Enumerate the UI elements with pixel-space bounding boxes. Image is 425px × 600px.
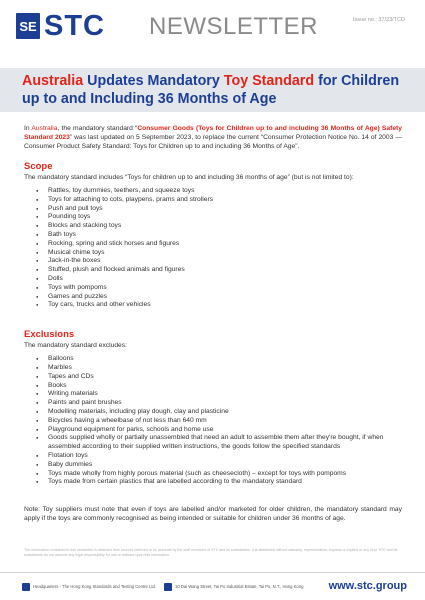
bullet-icon: ● bbox=[36, 400, 39, 406]
intro-standard-name: Consumer Goods (Toys for Children up to and including 36 Months of Age) Safety Standard 2023 bbox=[24, 125, 402, 141]
list-item bbox=[38, 426, 402, 435]
website-link[interactable]: www.stc.group bbox=[328, 580, 407, 592]
footer-address: 10 Dai Wang Street, Tai Po Industrial Estate, Tai Po, N.T., Hong Kong bbox=[175, 584, 304, 589]
list-item bbox=[38, 382, 402, 391]
list-item-text: Musical chime toys bbox=[48, 248, 105, 256]
bullet-icon: ● bbox=[36, 470, 39, 476]
location-pin-icon bbox=[164, 583, 172, 591]
scope-list bbox=[24, 187, 402, 310]
list-item-text: Toys made from certain plastics that are labelled according to the mandatory standard bbox=[48, 478, 302, 486]
list-item-text: Toys made wholly from highly porous material (such as cheesecloth) – except for toys with pompoms bbox=[48, 469, 347, 477]
title-part-3: Toy Standard bbox=[223, 73, 315, 89]
list-item bbox=[38, 213, 402, 222]
list-item bbox=[38, 373, 402, 382]
list-item bbox=[38, 257, 402, 266]
list-item-text: Push and pull toys bbox=[48, 204, 103, 212]
bullet-icon: ● bbox=[36, 417, 39, 423]
list-item bbox=[38, 408, 402, 417]
bullet-icon: ● bbox=[36, 373, 39, 379]
bullet-icon: ● bbox=[36, 275, 39, 281]
list-item bbox=[38, 293, 402, 302]
bullet-icon: ● bbox=[36, 258, 39, 264]
list-item-text: Toy cars, trucks and other vehicles bbox=[48, 301, 151, 309]
newsletter-label: NEWSLETTER bbox=[149, 13, 319, 40]
list-item bbox=[38, 266, 402, 275]
title-part-4: for Children up to and Including 36 Months of Age bbox=[22, 73, 400, 107]
list-item bbox=[38, 417, 402, 426]
bullet-icon: ● bbox=[36, 249, 39, 255]
list-item bbox=[38, 249, 402, 258]
exclusions-list bbox=[24, 355, 402, 487]
bullet-icon: ● bbox=[36, 205, 39, 211]
list-item-text: Books bbox=[48, 381, 67, 389]
list-item-text: Rocking, spring and stick horses and figures bbox=[48, 239, 180, 247]
list-item bbox=[38, 240, 402, 249]
bullet-icon: ● bbox=[36, 452, 39, 458]
list-item-text: Balloons bbox=[48, 355, 74, 363]
list-item bbox=[38, 478, 402, 487]
list-item bbox=[38, 461, 402, 470]
list-item-text: Bicycles having a wheelbase of not less than 640 mm bbox=[48, 416, 207, 424]
scope-heading: Scope bbox=[24, 161, 53, 172]
list-item-text: Rattles, toy dummies, teethers, and squeeze toys bbox=[48, 187, 195, 194]
stc-logo-mark-icon: SE bbox=[16, 13, 40, 39]
list-item bbox=[38, 434, 402, 452]
list-item bbox=[38, 205, 402, 214]
list-item-text: Bath toys bbox=[48, 230, 76, 238]
list-item bbox=[38, 284, 402, 293]
footer-headquarters: Headquarters - The Hong Kong Standards and Testing Centre Ltd. bbox=[33, 584, 156, 589]
bullet-icon: ● bbox=[36, 461, 39, 467]
list-item bbox=[38, 452, 402, 461]
bullet-icon: ● bbox=[36, 382, 39, 388]
article-title bbox=[22, 72, 402, 108]
list-item bbox=[38, 470, 402, 479]
list-item bbox=[38, 275, 402, 284]
issue-number: Issue no.: 37/23/TCD bbox=[353, 17, 405, 23]
list-item-text: Writing materials bbox=[48, 390, 98, 398]
bullet-icon: ● bbox=[36, 356, 39, 362]
bullet-icon: ● bbox=[36, 196, 39, 202]
bullet-icon: ● bbox=[36, 408, 39, 414]
list-item bbox=[38, 222, 402, 231]
bullet-icon: ● bbox=[36, 364, 39, 370]
list-item-text: Blocks and stacking toys bbox=[48, 222, 122, 230]
intro-country: Australia bbox=[31, 125, 58, 132]
page-footer bbox=[0, 576, 425, 600]
page-header bbox=[0, 0, 425, 60]
exclusions-intro: The mandatory standard excludes: bbox=[24, 342, 127, 350]
title-part-2: Updates Mandatory bbox=[83, 73, 224, 89]
title-part-1: Australia bbox=[22, 73, 84, 89]
exclusions-heading: Exclusions bbox=[24, 329, 75, 341]
list-item-text: Dolls bbox=[48, 274, 63, 282]
article-body bbox=[24, 124, 402, 523]
list-item-text: Playground equipment for parks, schools and home use bbox=[48, 425, 214, 433]
bullet-icon: ● bbox=[36, 302, 39, 308]
intro-text-3: , the mandatory standard “ bbox=[57, 125, 138, 132]
bullet-icon: ● bbox=[36, 284, 39, 290]
list-item-text: Toys with pompoms bbox=[48, 283, 107, 291]
bullet-icon: ● bbox=[36, 214, 39, 220]
list-item-text: Tapes and CDs bbox=[48, 372, 94, 380]
footer-divider bbox=[0, 572, 425, 573]
bullet-icon: ● bbox=[36, 240, 39, 246]
bullet-icon: ● bbox=[36, 293, 39, 299]
list-item-text: Pounding toys bbox=[48, 213, 91, 221]
list-item-text: Paints and paint brushes bbox=[48, 399, 122, 407]
building-icon bbox=[22, 583, 30, 591]
list-item bbox=[38, 301, 402, 310]
bullet-icon: ● bbox=[36, 231, 39, 237]
note-paragraph: Note: Toy suppliers must note that even if toys are labelled and/or marketed for older children, the mandatory standard may apply if the toys are commonly recognised as being intended or suitable for children under 36 months of age. bbox=[24, 506, 402, 523]
scope-intro: The mandatory standard includes “Toys for children up to and including 36 months of age” (but is not limited to): bbox=[24, 174, 354, 181]
stc-logo bbox=[16, 12, 105, 40]
list-item bbox=[38, 355, 402, 364]
intro-paragraph bbox=[24, 124, 402, 151]
list-item bbox=[38, 364, 402, 373]
disclaimer: The information contained in this newsletter is obtained from sources believed to be accurate by the staff members of STC and its subsidiaries. It is distributed without warranty, representation, express or implied or any kind. STC and its subsidiaries do not assume any legal responsibility for use or reliance upon this information. bbox=[24, 548, 398, 557]
bullet-icon: ● bbox=[36, 223, 39, 229]
list-item-text: Toys for attaching to cots, playpens, prams and strollers bbox=[48, 195, 214, 203]
bullet-icon: ● bbox=[36, 426, 39, 432]
list-item-text: Flotation toys bbox=[48, 451, 88, 459]
bullet-icon: ● bbox=[36, 391, 39, 397]
stc-logo-text: STC bbox=[44, 10, 105, 42]
list-item-text: Baby dummies bbox=[48, 460, 93, 468]
list-item bbox=[38, 231, 402, 240]
list-item-text: Games and puzzles bbox=[48, 292, 108, 300]
list-item-text: Marbles bbox=[48, 363, 72, 371]
list-item bbox=[38, 196, 402, 205]
list-item-text: Jack-in-the boxes bbox=[48, 257, 101, 265]
list-item-text: Goods supplied wholly or partially unassembled that need an adult to assemble them after they're bought, if when assembled according to their supplied written instructions, the goods follow the specified standards bbox=[48, 434, 384, 451]
bullet-icon: ● bbox=[36, 188, 39, 193]
bullet-icon: ● bbox=[36, 435, 39, 441]
list-item bbox=[38, 399, 402, 408]
list-item bbox=[38, 390, 402, 399]
list-item bbox=[38, 187, 402, 196]
bullet-icon: ● bbox=[36, 267, 39, 273]
intro-text-5: ” was last updated on 5 September 2023, to replace the current “Consumer Protection Notice No. 14 of 2003 — Consumer Product Safety Standard: Toys for Children up to and including 36 Months of Age”. bbox=[24, 134, 403, 150]
list-item-text: Stuffed, plush and flocked animals and figures bbox=[48, 266, 185, 274]
bullet-icon: ● bbox=[36, 479, 39, 485]
list-item-text: Modelling materials, including play dough, clay and plasticine bbox=[48, 407, 229, 415]
intro-text-1: In bbox=[24, 125, 32, 132]
